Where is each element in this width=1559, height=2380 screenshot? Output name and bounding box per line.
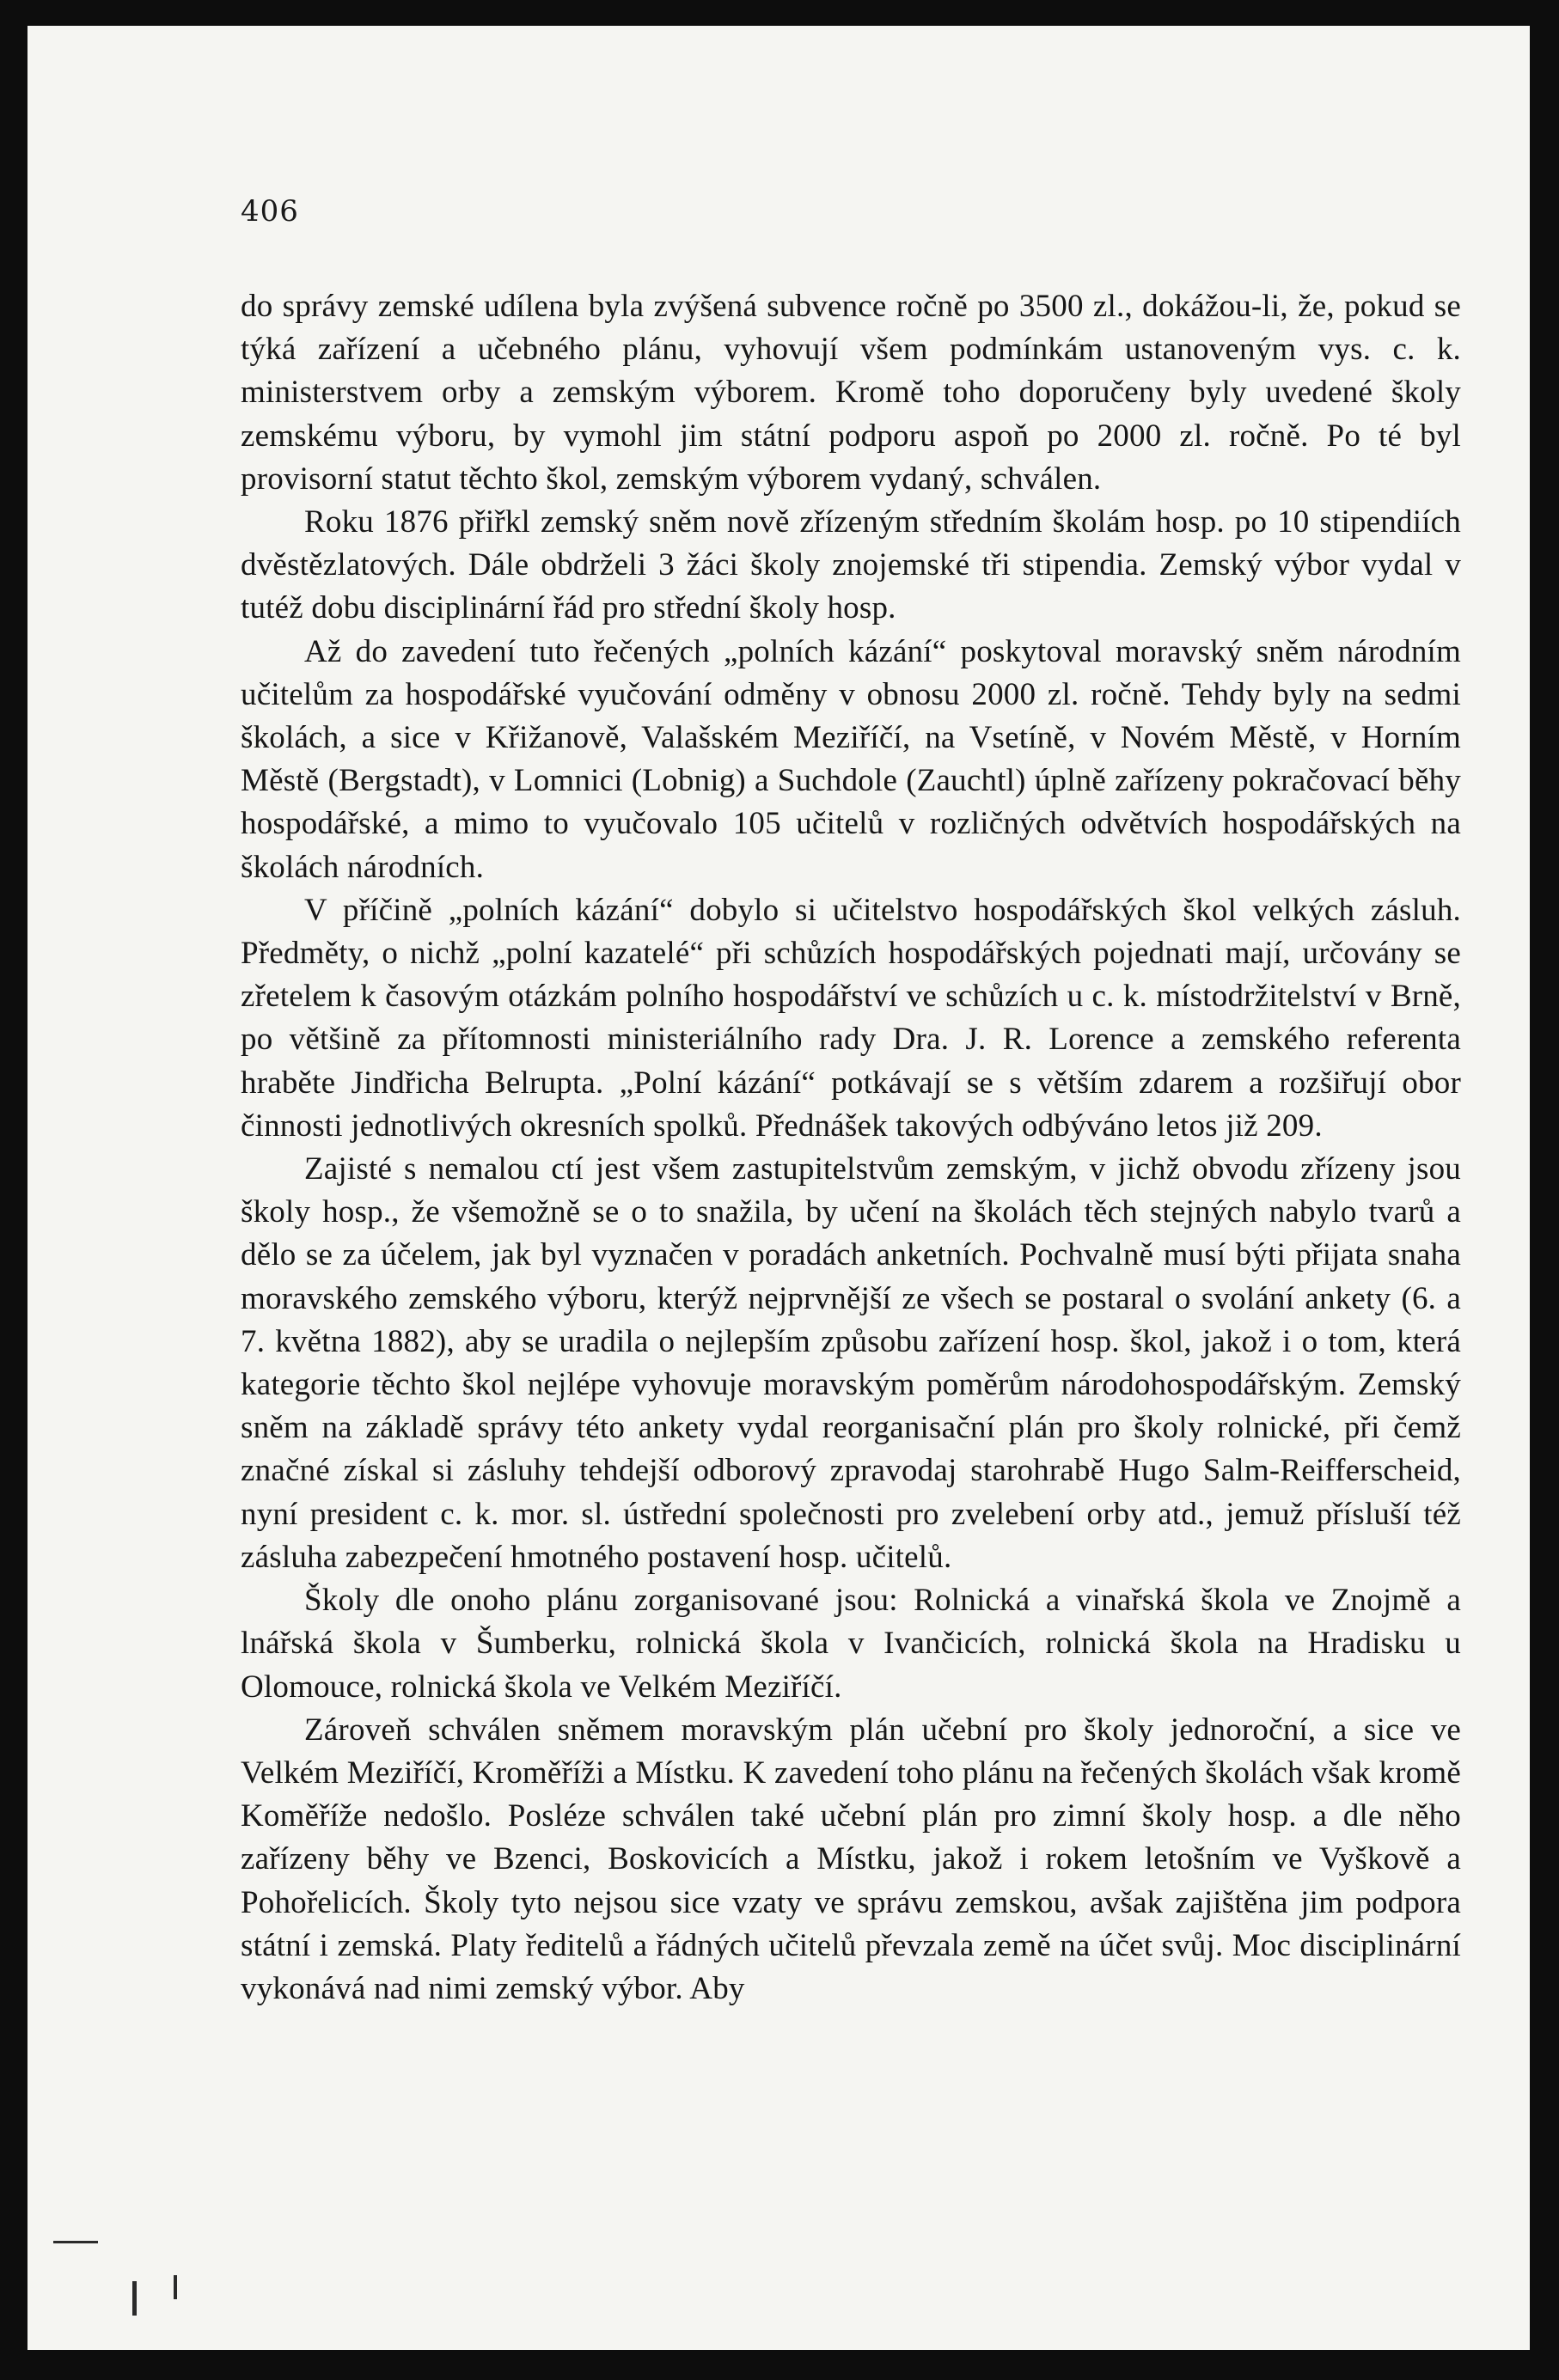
scanned-page: [28, 26, 1530, 2350]
page-number: 406: [241, 194, 299, 229]
scan-artifact-mark: [53, 2241, 98, 2243]
paragraph: Zároveň schválen sněmem moravským plán učební pro školy jednoroční, a sice ve Velkém Meziříčí, Kroměříži a Místku. K zavedení toho plánu na řečených školách však kromě Koměříže nedošlo. Posléze schválen také učební plán pro zimní školy hosp. a dle něho zařízeny běhy ve Bzenci, Boskovicích a Místku, jakož i rokem letošním ve Vyškově a Pohořelicích. Školy tyto nejsou sice vzaty ve správu zemskou, avšak zajištěna jim podpora státní i zemská. Platy ředitelů a řádných učitelů převzala země na účet svůj. Moc disciplinární vykonává nad nimi zemský výbor. Aby: [241, 1712, 1461, 2006]
paragraph: Školy dle onoho plánu zorganisované jsou: Rolnická a vinařská škola ve Znojmě a lnářská škola v Šumberku, rolnická škola v Ivančicích, rolnická škola na Hradisku u Olomouce, rolnická škola ve Velkém Meziříčí.: [241, 1583, 1461, 1705]
scan-artifact-mark: [174, 2275, 177, 2299]
paragraph: V příčině „polních kázání“ dobylo si učitelstvo hospodářských škol velkých zásluh. Předměty, o nichž „polní kazatelé“ při schůzích hospodářských pojednati mají, určovány se zřetelem k časovým otázkám polního hospodářství ve schůzích u c. k. místodržitelství v Brně, po většině za přítomnosti ministeriálního rady Dra. J. R. Lorence a zemského referenta hraběte Jindřicha Belrupta. „Polní kázání“ potkávají se s větším zdarem a rozšiřují obor činnosti jednotlivých okresních spolků. Přednášek takových odbýváno letos již 209.: [241, 892, 1461, 1144]
paragraph: Roku 1876 přiřkl zemský sněm nově zřízeným středním školám hosp. po 10 stipendiích dvěstězlatových. Dále obdrželi 3 žáci školy znojemské tři stipendia. Zemský výbor vydal v tutéž dobu disciplinární řád pro střední školy hosp.: [241, 504, 1461, 626]
paragraph: Až do zavedení tuto řečených „polních kázání“ poskytoval moravský sněm národním učitelům za hospodářské vyučování odměny v obnosu 2000 zl. ročně. Tehdy byly na sedmi školách, a sice v Křižanově, Valašském Meziříčí, na Vsetíně, v Novém Městě, v Horním Městě (Bergstadt), v Lomnici (Lobnig) a Suchdole (Zauchtl) úplně zařízeny pokračovací běhy hospodářské, a mimo to vyučovalo 105 učitelů v rozličných odvětvích hospodářských na školách národních.: [241, 633, 1461, 885]
paragraph: do správy zemské udílena byla zvýšená subvence ročně po 3500 zl., dokážou-li, že, pokud se týká zařízení a učebného plánu, vyhovují všem podmínkám ustanoveným vys. c. k. ministerstvem orby a zemským výborem. Kromě toho doporučeny byly uvedené školy zemskému výboru, by vymohl jim státní podporu aspoň po 2000 zl. ročně. Po té byl provisorní statut těchto škol, zemským výborem vydaný, schválen.: [241, 289, 1461, 497]
body-text: [241, 285, 1461, 2011]
scan-artifact-mark: [132, 2281, 137, 2316]
paragraph: Zajisté s nemalou ctí jest všem zastupitelstvům zemským, v jichž obvodu zřízeny jsou školy hosp., že všemožně se o to snažila, by učení na školách těch stejných nabylo tvarů a dělo se za účelem, jak byl vyznačen v poradách anketních. Pochvalně musí býti přijata snaha moravského zemského výboru, kterýž nejprvnější ze všech se postaral o svolání ankety (6. a 7. května 1882), aby se uradila o nejlepším způsobu zařízení hosp. škol, jakož i o tom, která kategorie těchto škol nejlépe vyhovuje moravským poměrům národohospodářským. Zemský sněm na základě správy této ankety vydal reorganisační plán pro školy rolnické, při čemž značné získal si zásluhy tehdejší odborový zpravodaj starohrabě Hugo Salm-Reifferscheid, nyní president c. k. mor. sl. ústřední společnosti pro zvelebení orby atd., jemuž přísluší též zásluha zabezpečení hmotného postavení hosp. učitelů.: [241, 1151, 1461, 1575]
